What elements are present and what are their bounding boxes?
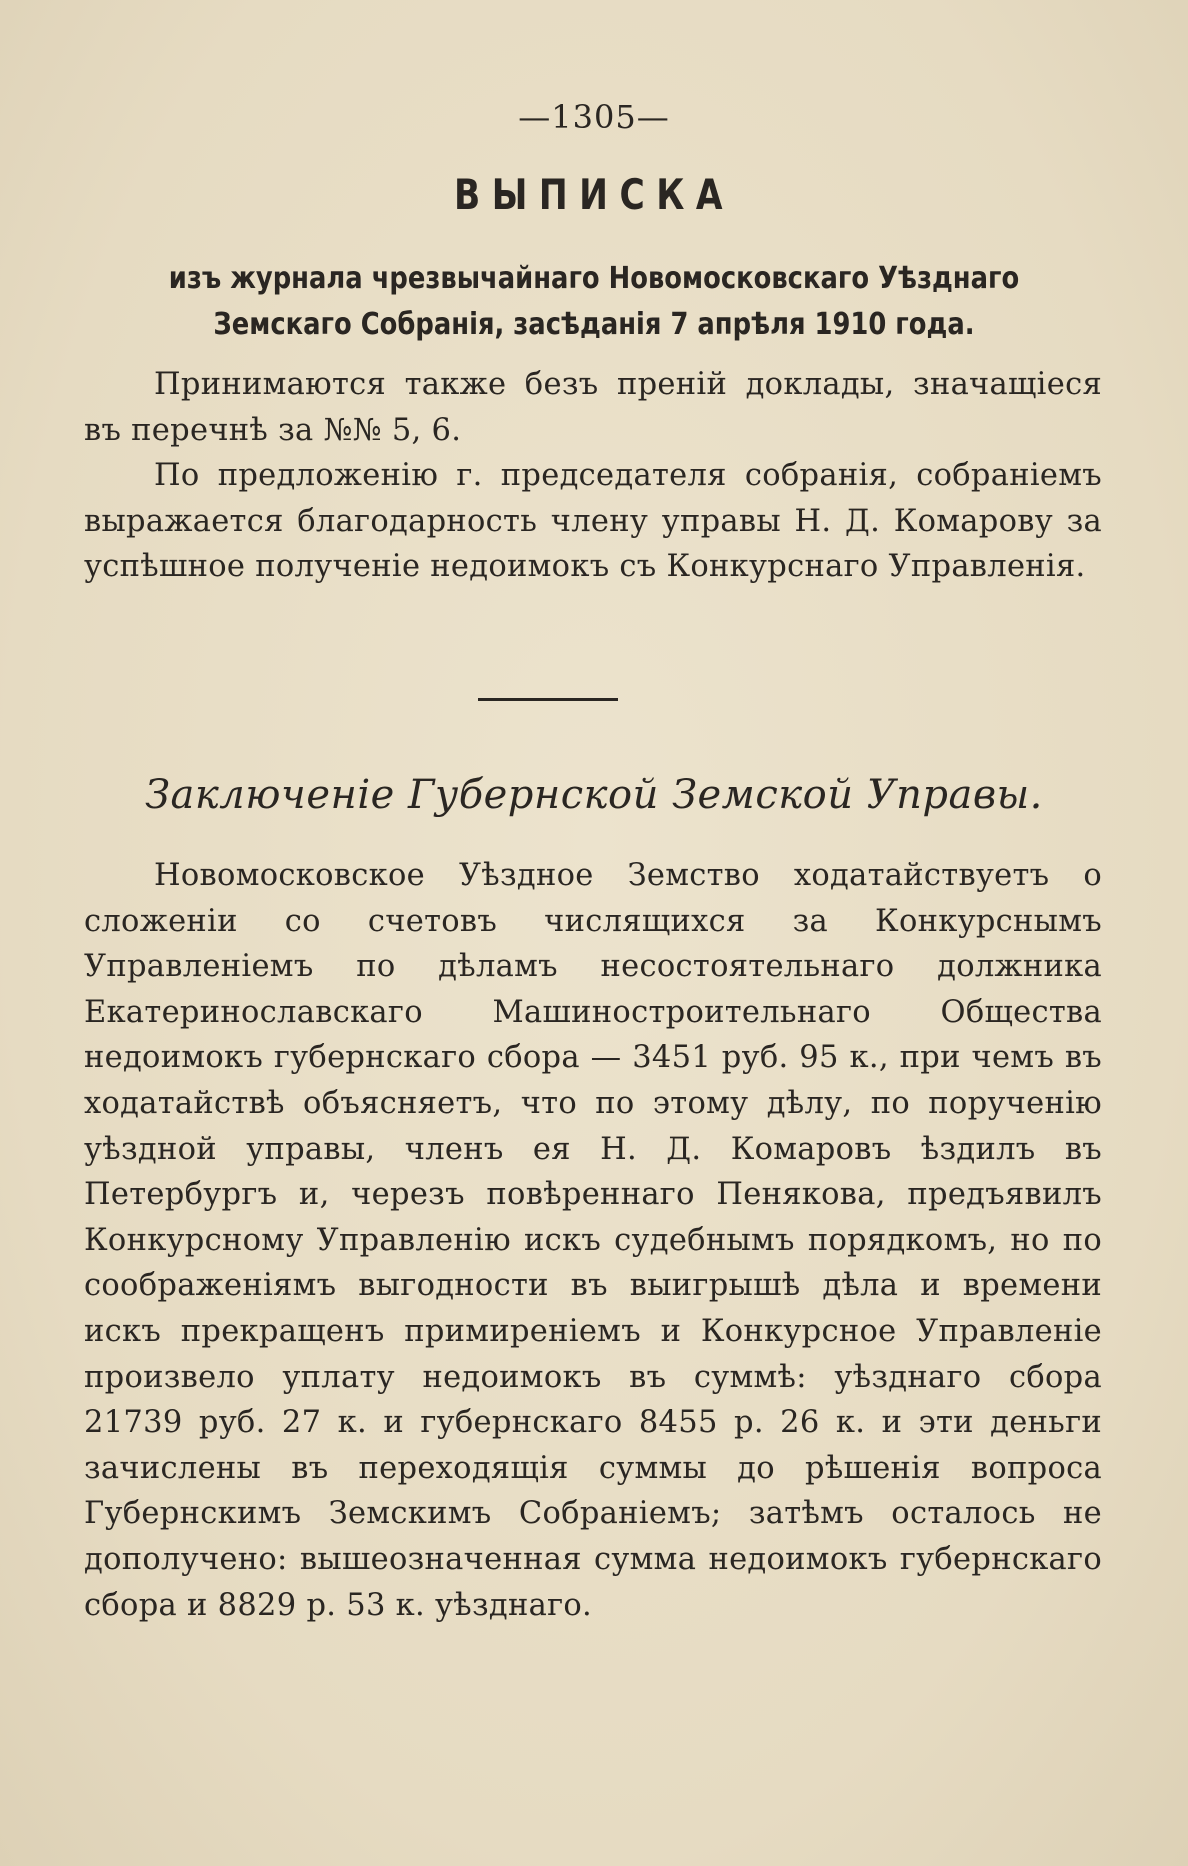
- top-paragraphs: [84, 362, 1102, 590]
- document-title: ВЫПИСКА: [453, 170, 735, 219]
- paragraph: Принимаются также безъ преній доклады, значащіеся въ перечнѣ за №№ 5, 6.: [84, 367, 1102, 448]
- document-subtitle: изъ журнала чрезвычайнаго Новомосковскаго Уѣзднаго Земскаго Собранія, засѣданія 7 апрѣля 1910 года.: [168, 261, 1020, 342]
- paragraph: Новомосковское Уѣздное Земство ходатайствуетъ о сложеніи со счетовъ числящихся за Конкурснымъ Управленіемъ по дѣламъ несостоятельнаго должника Екатеринославскаго Машиностроительнаго Общества недоимокъ губернскаго сбора — 3451 руб. 95 к., при чемъ въ ходатайствѣ объясняетъ, что по этому дѣлу, по порученію уѣздной управы, членъ ея Н. Д. Комаровъ ѣздилъ въ Петербургъ и, черезъ повѣреннаго Пенякова, предъявилъ Конкурсному Управленію искъ судебнымъ порядкомъ, но по соображеніямъ выгодности въ выигрышѣ дѣла и времени искъ прекращенъ примиреніемъ и Конкурсное Управленіе произвело уплату недоимокъ въ суммѣ: уѣзднаго сбора 21739 руб. 27 к. и губернскаго 8455 р. 26 к. и эти деньги зачислены въ переходящія суммы до рѣшенія вопроса Губернскимъ Земскимъ Собраніемъ; затѣмъ осталось не дополучено: вышеозначенная сумма недоимокъ губернскаго сбора и 8829 р. 53 к. уѣзднаго.: [84, 858, 1102, 1623]
- section-divider: [478, 698, 618, 701]
- paragraph: По предложенію г. председателя собранія, собраніемъ выражается благодарность члену управы Н. Д. Комарову за успѣшное полученіе недоимокъ съ Конкурснаго Управленія.: [84, 458, 1102, 584]
- section-heading: Заключеніе Губернской Земской Управы.: [145, 772, 1043, 818]
- main-paragraph-block: [84, 853, 1102, 1628]
- page-number: —1305—: [518, 98, 670, 136]
